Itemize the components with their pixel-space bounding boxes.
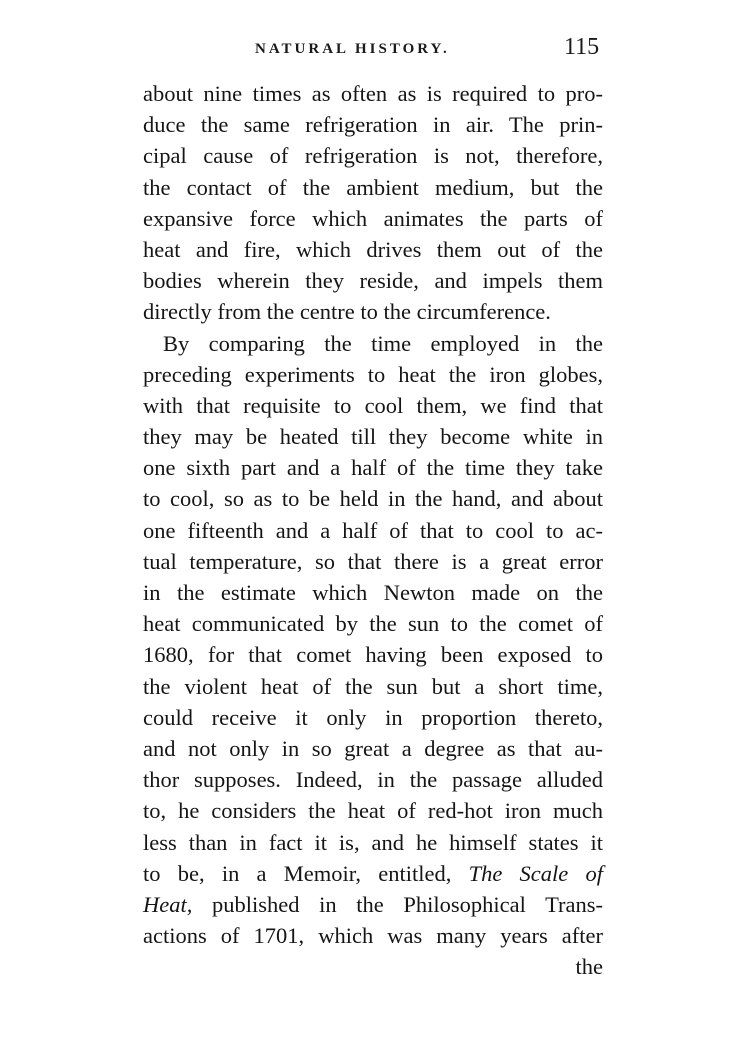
- paragraph-start-line: By comparing the time employed in the: [163, 330, 603, 356]
- text-line: duce the same refrigeration in air. The prin-: [143, 112, 603, 138]
- body-text: [143, 78, 603, 982]
- text-line: with that requisite to cool them, we find that: [143, 392, 603, 418]
- text-line: one sixth part and a half of the time they take: [143, 455, 603, 481]
- text-line: expansive force which animates the parts of: [143, 205, 603, 231]
- italic-title-part: The Scale of: [468, 860, 603, 886]
- text-line: [143, 889, 603, 920]
- text-segment: published in the Philosophical Trans-: [212, 891, 603, 917]
- text-line: actions of 1701, which was many years after: [143, 923, 603, 949]
- text-line: [143, 858, 603, 889]
- text-line: thor supposes. Indeed, in the passage alluded: [143, 767, 603, 793]
- text-line: less than in fact it is, and he himself states it: [143, 829, 603, 855]
- text-line: to cool, so as to be held in the hand, and about: [143, 486, 603, 512]
- text-line: in the estimate which Newton made on the: [143, 580, 603, 605]
- text-line: about nine times as often as is required to pro-: [143, 81, 603, 106]
- text-line: could receive it only in proportion thereto,: [143, 704, 603, 730]
- text-line: the violent heat of the sun but a short time,: [143, 673, 603, 699]
- text-line: they may be heated till they become white in: [143, 424, 603, 450]
- text-line: directly from the centre to the circumference.: [143, 299, 551, 325]
- running-title: NATURAL HISTORY.: [255, 41, 450, 57]
- catchword: the: [575, 954, 603, 980]
- text-line: bodies wherein they reside, and impels them: [143, 268, 603, 294]
- text-segment: to be, in a Memoir, entitled,: [143, 860, 452, 886]
- text-line: 1680, for that comet having been exposed to: [143, 642, 603, 668]
- text-line: the contact of the ambient medium, but the: [143, 174, 603, 200]
- text-line: preceding experiments to heat the iron globes,: [143, 361, 603, 387]
- text-line: tual temperature, so that there is a great error: [143, 548, 603, 574]
- italic-title-part: Heat,: [143, 891, 193, 917]
- text-line: one fifteenth and a half of that to cool to ac-: [143, 517, 603, 543]
- text-line: and not only in so great a degree as that au-: [143, 735, 603, 761]
- text-line: heat and fire, which drives them out of the: [143, 236, 603, 262]
- text-line: to, he considers the heat of red-hot iron much: [143, 798, 603, 824]
- text-line: cipal cause of refrigeration is not, therefore,: [143, 143, 603, 169]
- page-number: 115: [564, 34, 600, 60]
- text-line: heat communicated by the sun to the comet of: [143, 611, 603, 637]
